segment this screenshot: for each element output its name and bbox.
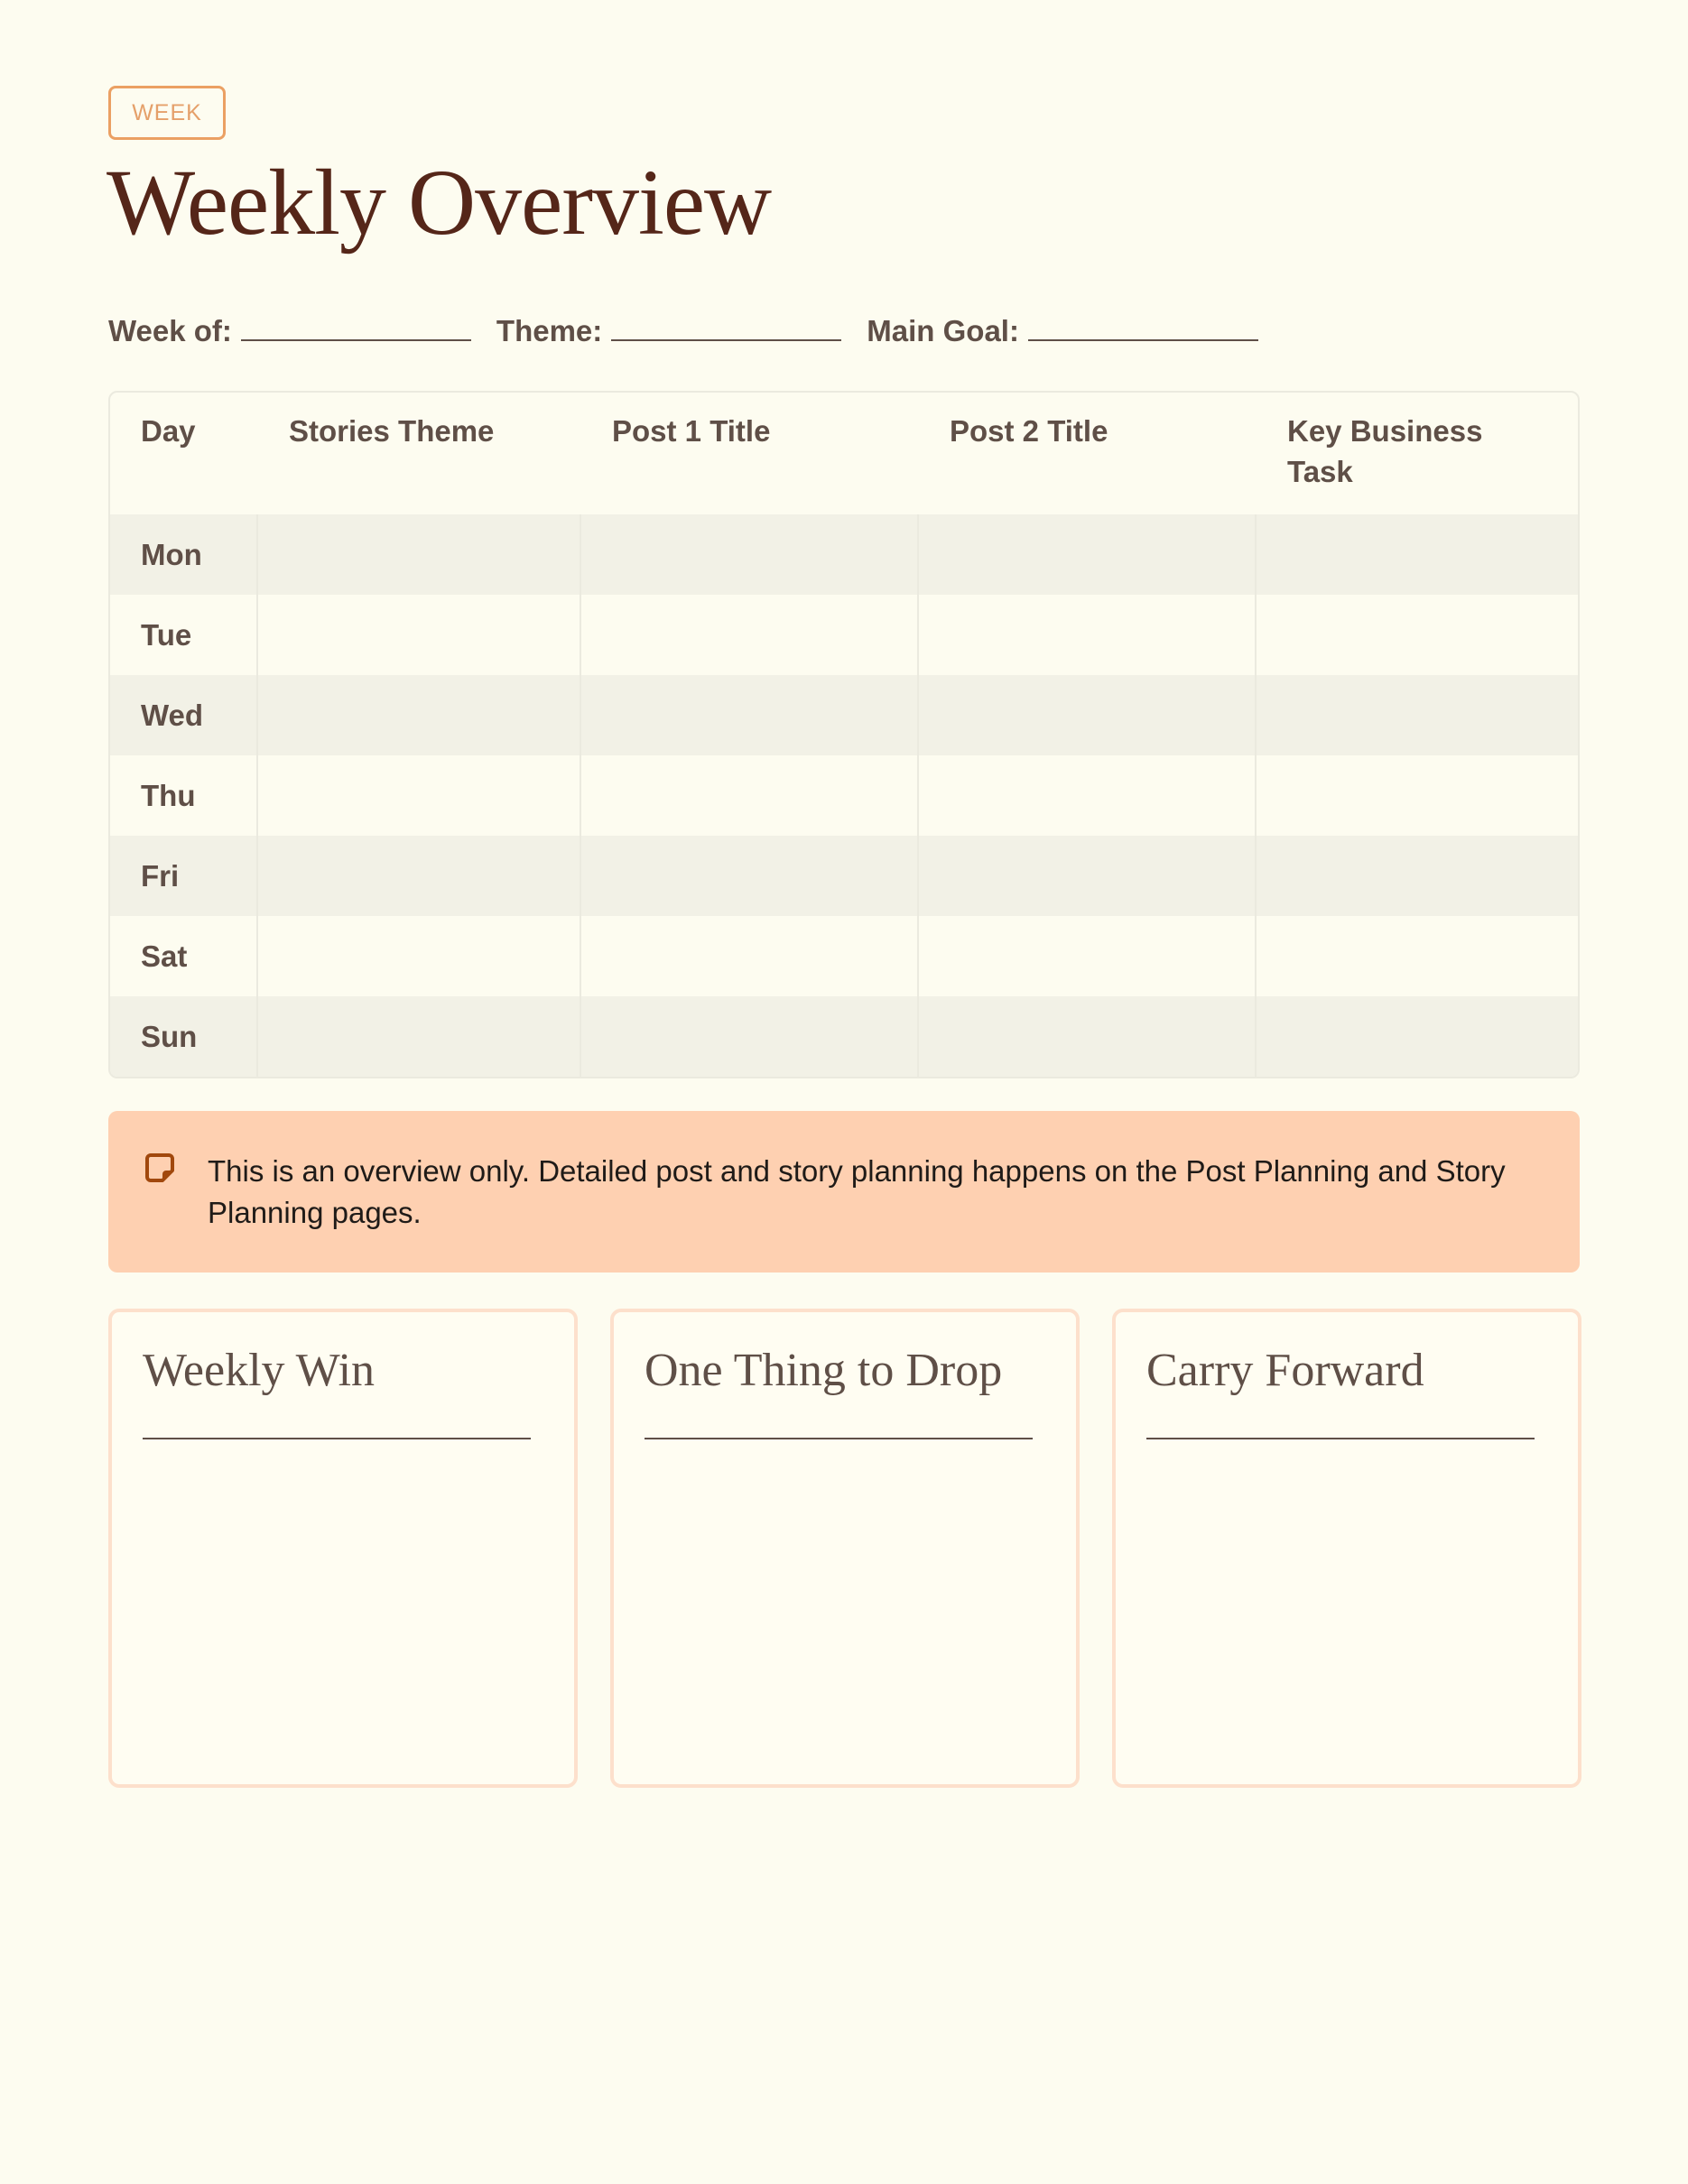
post-1-title-cell[interactable]	[581, 514, 919, 595]
key-business-task-cell[interactable]	[1257, 755, 1578, 836]
sticky-note-icon	[144, 1152, 175, 1183]
key-business-task-cell[interactable]	[1257, 675, 1578, 755]
stories-theme-cell[interactable]	[258, 996, 581, 1077]
day-label: Fri	[110, 836, 258, 916]
post-2-title-cell[interactable]	[919, 514, 1257, 595]
theme-field[interactable]	[496, 314, 841, 348]
day-label: Sun	[110, 996, 258, 1077]
day-label: Mon	[110, 514, 258, 595]
stories-theme-cell[interactable]	[258, 916, 581, 996]
key-business-task-cell[interactable]	[1257, 836, 1578, 916]
week-badge: WEEK	[108, 86, 226, 140]
table-row	[110, 595, 1578, 675]
main-goal-field[interactable]	[867, 314, 1258, 348]
post-2-title-cell[interactable]	[919, 675, 1257, 755]
week-of-field[interactable]	[108, 314, 471, 348]
meta-fields	[108, 314, 1258, 348]
header-key-business-task: Key Business Task	[1287, 414, 1483, 488]
day-label: Tue	[110, 595, 258, 675]
post-1-title-cell[interactable]	[581, 675, 919, 755]
table-row	[110, 514, 1578, 595]
post-1-title-cell[interactable]	[581, 595, 919, 675]
day-label: Thu	[110, 755, 258, 836]
write-line[interactable]	[143, 1438, 531, 1439]
post-2-title-cell[interactable]	[919, 996, 1257, 1077]
card-title: One Thing to Drop	[645, 1345, 1003, 1396]
main-goal-label: Main Goal:	[867, 314, 1019, 347]
stories-theme-cell[interactable]	[258, 675, 581, 755]
reflection-cards	[108, 1309, 1581, 1788]
key-business-task-cell[interactable]	[1257, 916, 1578, 996]
weekly-win-card[interactable]	[108, 1309, 578, 1788]
post-1-title-cell[interactable]	[581, 755, 919, 836]
post-2-title-cell[interactable]	[919, 595, 1257, 675]
post-1-title-cell[interactable]	[581, 836, 919, 916]
main-goal-blank[interactable]	[1028, 318, 1258, 341]
header-post-2-title: Post 2 Title	[950, 414, 1108, 448]
day-label: Wed	[110, 675, 258, 755]
week-of-label: Week of:	[108, 314, 232, 347]
header-day: Day	[141, 414, 196, 448]
weekly-table	[108, 391, 1580, 1078]
card-title: Weekly Win	[143, 1345, 376, 1396]
table-row	[110, 755, 1578, 836]
table-row	[110, 675, 1578, 755]
theme-blank[interactable]	[611, 318, 841, 341]
write-line[interactable]	[1146, 1438, 1535, 1439]
stories-theme-cell[interactable]	[258, 514, 581, 595]
post-1-title-cell[interactable]	[581, 996, 919, 1077]
post-2-title-cell[interactable]	[919, 836, 1257, 916]
table-row	[110, 916, 1578, 996]
stories-theme-cell[interactable]	[258, 755, 581, 836]
post-2-title-cell[interactable]	[919, 755, 1257, 836]
page-title: Weekly Overview	[107, 151, 772, 254]
table-row	[110, 836, 1578, 916]
header-stories-theme: Stories Theme	[289, 414, 495, 448]
callout-text: This is an overview only. Detailed post and story planning happens on the Post Planning and Story Planning pages.	[208, 1154, 1506, 1229]
week-of-blank[interactable]	[241, 318, 471, 341]
write-line[interactable]	[645, 1438, 1033, 1439]
card-title: Carry Forward	[1146, 1345, 1424, 1396]
stories-theme-cell[interactable]	[258, 836, 581, 916]
post-2-title-cell[interactable]	[919, 916, 1257, 996]
table-row	[110, 996, 1578, 1077]
key-business-task-cell[interactable]	[1257, 996, 1578, 1077]
one-thing-to-drop-card[interactable]	[610, 1309, 1080, 1788]
carry-forward-card[interactable]	[1112, 1309, 1581, 1788]
info-callout	[108, 1111, 1580, 1272]
header-post-1-title: Post 1 Title	[612, 414, 771, 448]
key-business-task-cell[interactable]	[1257, 514, 1578, 595]
table-header-row	[110, 393, 1578, 514]
theme-label: Theme:	[496, 314, 603, 347]
day-label: Sat	[110, 916, 258, 996]
post-1-title-cell[interactable]	[581, 916, 919, 996]
stories-theme-cell[interactable]	[258, 595, 581, 675]
key-business-task-cell[interactable]	[1257, 595, 1578, 675]
